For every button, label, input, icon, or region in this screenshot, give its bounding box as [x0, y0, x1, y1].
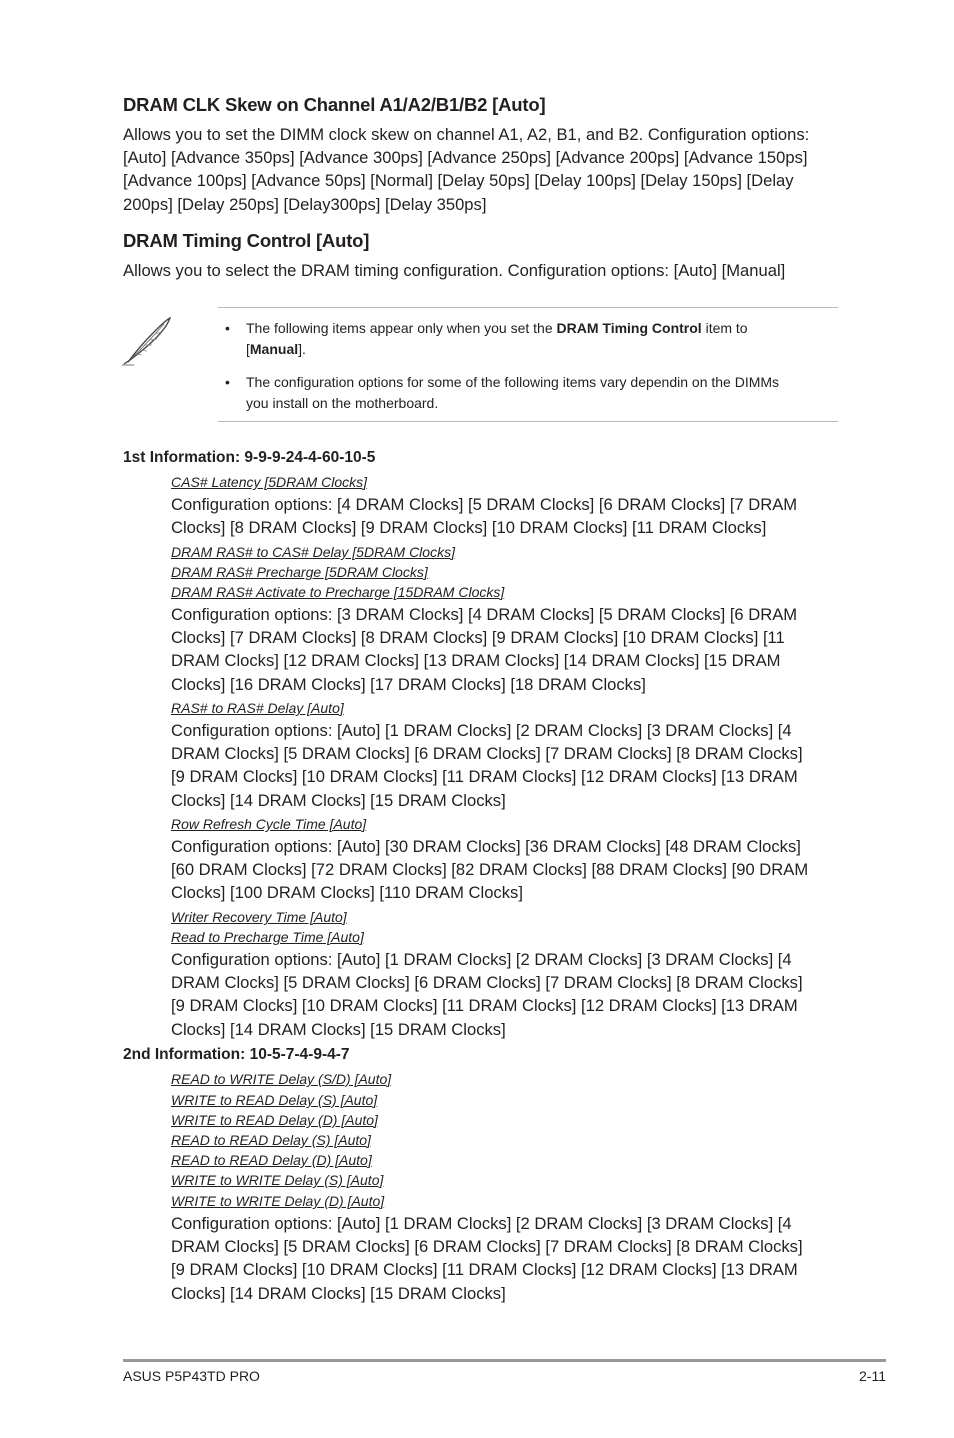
- text-line: Configuration options: [Auto] [1 DRAM Clocks] [2 DRAM Clocks] [3 DRAM Clocks] [4: [171, 1214, 792, 1233]
- section-title-timing-control: DRAM Timing Control [Auto]: [123, 230, 370, 251]
- text-line: Allows you to set the DIMM clock skew on channel A1, A2, B1, and B2. Configuration options:: [123, 125, 810, 144]
- cas-options: [171, 493, 843, 539]
- text-line: DRAM Clocks] [5 DRAM Clocks] [6 DRAM Clocks] [7 DRAM Clocks] [8 DRAM Clocks]: [171, 973, 803, 993]
- text-line: Clocks] [14 DRAM Clocks] [15 DRAM Clocks]: [171, 1283, 506, 1303]
- text-line: [9 DRAM Clocks] [10 DRAM Clocks] [11 DRAM Clocks] [12 DRAM Clocks] [13 DRAM: [171, 996, 798, 1016]
- text-line: Clocks] [16 DRAM Clocks] [17 DRAM Clocks] [18 DRAM Clocks]: [171, 674, 646, 694]
- item-write-to-read-d: WRITE to READ Delay (D) [Auto]: [171, 1112, 378, 1128]
- note-bold-term: Manual: [249, 340, 299, 357]
- item-write-to-write-s: WRITE to WRITE Delay (S) [Auto]: [171, 1172, 384, 1188]
- item-read-to-read-s: READ to READ Delay (S) [Auto]: [171, 1132, 371, 1148]
- footer-product-name: ASUS P5P43TD PRO: [123, 1368, 260, 1384]
- note-top-rule: [218, 307, 838, 308]
- item-ras-precharge: DRAM RAS# Precharge [5DRAM Clocks]: [171, 564, 428, 580]
- text-line: Clocks] [100 DRAM Clocks] [110 DRAM Clocks]: [171, 883, 523, 903]
- text-line: [Advance 100ps] [Advance 50ps] [Normal] [Delay 50ps] [Delay 100ps] [Delay 150ps] [Delay: [123, 171, 794, 191]
- item-read-to-precharge: Read to Precharge Time [Auto]: [171, 929, 364, 945]
- item-row-refresh: Row Refresh Cycle Time [Auto]: [171, 816, 367, 832]
- text-line: [60 DRAM Clocks] [72 DRAM Clocks] [82 DRAM Clocks] [88 DRAM Clocks] [90 DRAM: [171, 860, 809, 880]
- text-line: [9 DRAM Clocks] [10 DRAM Clocks] [11 DRAM Clocks] [12 DRAM Clocks] [13 DRAM: [171, 1260, 798, 1280]
- text-line: Configuration options: [Auto] [1 DRAM Clocks] [2 DRAM Clocks] [3 DRAM Clocks] [4: [171, 721, 792, 740]
- text-line: Configuration options: [3 DRAM Clocks] [4 DRAM Clocks] [5 DRAM Clocks] [6 DRAM: [171, 605, 798, 624]
- ras2ras-options: [171, 719, 843, 812]
- refresh-options: [171, 835, 843, 905]
- item-ras-activate: DRAM RAS# Activate to Precharge [15DRAM Clocks]: [171, 584, 505, 600]
- note-bullet: •: [225, 374, 230, 390]
- note-bold-term: DRAM Timing Control: [556, 320, 702, 336]
- item-write-to-write-d: WRITE to WRITE Delay (D) [Auto]: [171, 1193, 385, 1209]
- text-line: Clocks] [14 DRAM Clocks] [15 DRAM Clocks]: [171, 1019, 506, 1039]
- item-ras-to-ras: RAS# to RAS# Delay [Auto]: [171, 700, 344, 716]
- note-item-2-line-1: The configuration options for some of the following items vary dependin on the DIMMs: [246, 374, 780, 390]
- info1-heading: 1st Information: 9-9-9-24-4-60-10-5: [123, 449, 376, 466]
- note-text: The following items appear only when you set the: [246, 320, 557, 336]
- footer-page-number: 2-11: [859, 1368, 886, 1384]
- item-read-to-write-sd: READ to WRITE Delay (S/D) [Auto]: [171, 1071, 392, 1087]
- text-line: 200ps] [Delay 250ps] [Delay300ps] [Delay 350ps]: [123, 194, 487, 214]
- clk-skew-description: [123, 123, 843, 216]
- pen-note-icon: [120, 314, 174, 366]
- note-text: ].: [298, 340, 306, 357]
- note-item-1-line-1: [246, 318, 836, 339]
- note-item-2: [246, 372, 836, 413]
- item-cas-latency: CAS# Latency [5DRAM Clocks]: [171, 474, 368, 490]
- item-write-to-read-s: WRITE to READ Delay (S) [Auto]: [171, 1092, 378, 1108]
- text-line: DRAM Clocks] [5 DRAM Clocks] [6 DRAM Clocks] [7 DRAM Clocks] [8 DRAM Clocks]: [171, 744, 803, 764]
- text-line: Configuration options: [Auto] [1 DRAM Clocks] [2 DRAM Clocks] [3 DRAM Clocks] [4: [171, 950, 792, 969]
- note-item-1: [246, 318, 836, 359]
- note-text: [: [246, 340, 250, 357]
- info2-heading: 2nd Information: 10-5-7-4-9-4-7: [123, 1046, 350, 1063]
- item-ras-to-cas: DRAM RAS# to CAS# Delay [5DRAM Clocks]: [171, 544, 455, 560]
- note-item-2-line-2: you install on the motherboard.: [246, 394, 439, 411]
- text-line: Configuration options: [Auto] [30 DRAM Clocks] [36 DRAM Clocks] [48 DRAM Clocks]: [171, 837, 801, 856]
- note-bottom-rule: [218, 421, 838, 422]
- text-line: Clocks] [8 DRAM Clocks] [9 DRAM Clocks] [10 DRAM Clocks] [11 DRAM Clocks]: [171, 518, 767, 538]
- text-line: [9 DRAM Clocks] [10 DRAM Clocks] [11 DRAM Clocks] [12 DRAM Clocks] [13 DRAM: [171, 767, 798, 787]
- footer-rule: [123, 1359, 886, 1362]
- item-writer-recovery: Writer Recovery Time [Auto]: [171, 909, 347, 925]
- text-line: Configuration options: [4 DRAM Clocks] [5 DRAM Clocks] [6 DRAM Clocks] [7 DRAM: [171, 495, 798, 514]
- group2-options: [171, 603, 843, 696]
- text-line: DRAM Clocks] [12 DRAM Clocks] [13 DRAM Clocks] [14 DRAM Clocks] [15 DRAM: [171, 651, 781, 671]
- note-item-1-line-2: [246, 339, 836, 360]
- text-line: Clocks] [14 DRAM Clocks] [15 DRAM Clocks]: [171, 790, 506, 810]
- text-line: [Auto] [Advance 350ps] [Advance 300ps] [Advance 250ps] [Advance 200ps] [Advance 150ps]: [123, 148, 808, 168]
- timing-control-description: Allows you to select the DRAM timing configuration. Configuration options: [Auto] [Manual]: [123, 261, 786, 280]
- group5-options: [171, 948, 843, 1041]
- text-line: DRAM Clocks] [5 DRAM Clocks] [6 DRAM Clocks] [7 DRAM Clocks] [8 DRAM Clocks]: [171, 1237, 803, 1257]
- section-title-clk-skew: DRAM CLK Skew on Channel A1/A2/B1/B2 [Auto]: [123, 94, 546, 115]
- info2-options: [171, 1212, 843, 1305]
- text-line: Clocks] [7 DRAM Clocks] [8 DRAM Clocks] [9 DRAM Clocks] [10 DRAM Clocks] [11: [171, 628, 785, 648]
- note-bullet: •: [225, 320, 230, 336]
- item-read-to-read-d: READ to READ Delay (D) [Auto]: [171, 1152, 372, 1168]
- note-text: item to: [701, 320, 748, 336]
